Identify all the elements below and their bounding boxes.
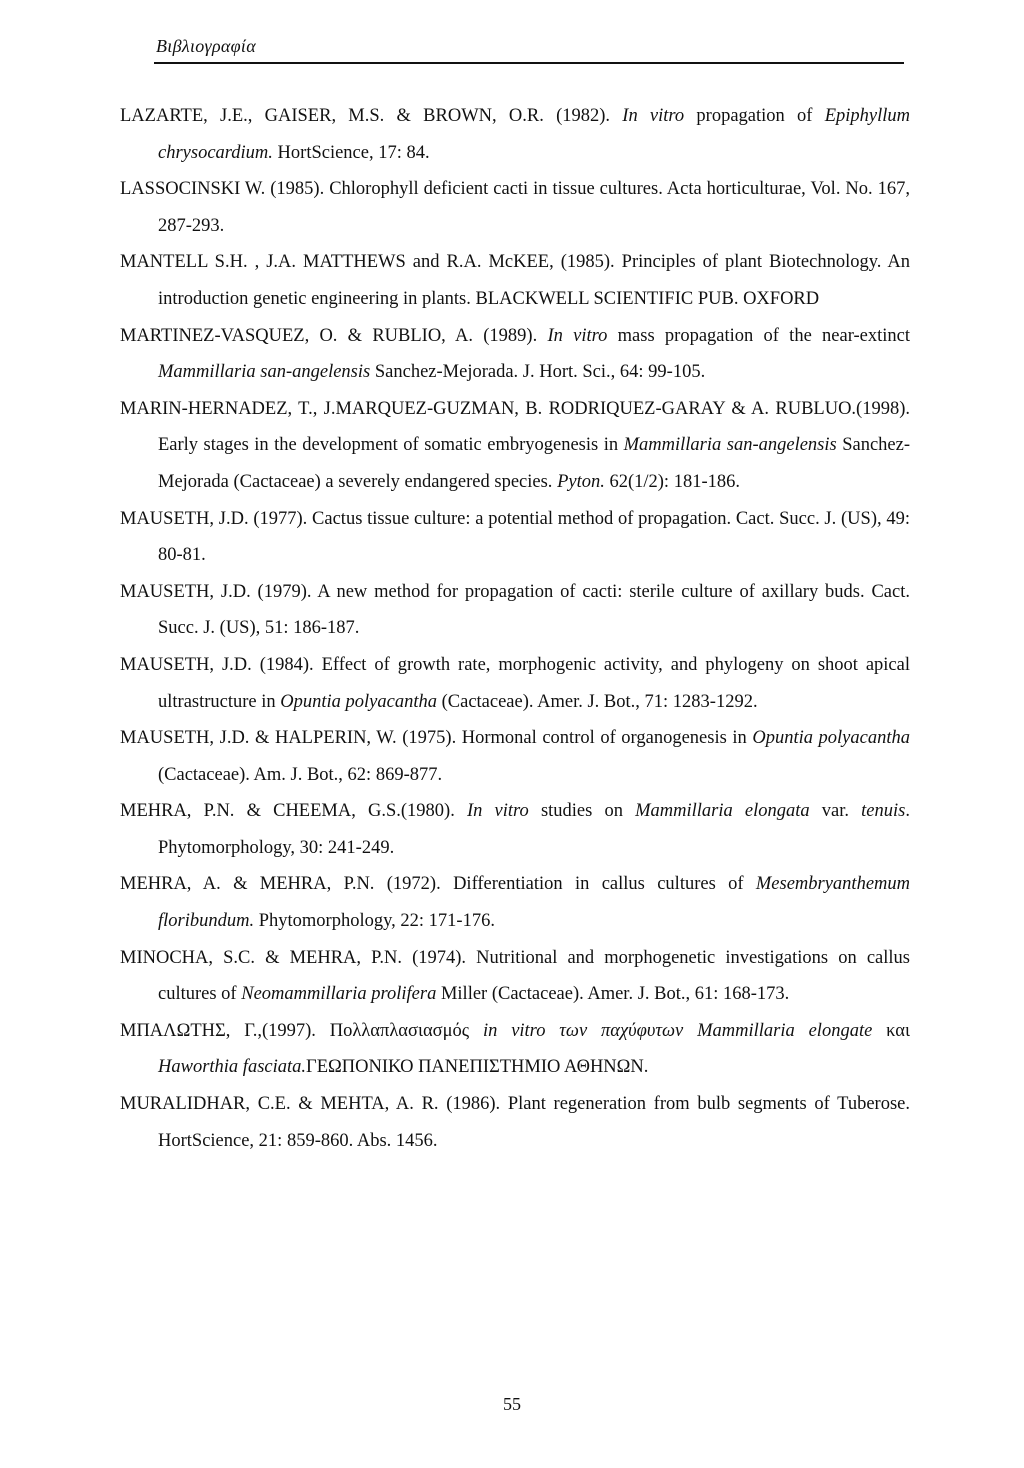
reference-italic-text: In vitro — [466, 801, 529, 822]
reference-entry — [120, 244, 910, 317]
reference-entry — [120, 1013, 910, 1086]
reference-text: MAUSETH, J.D. (1984). Effect of growth rate, morphogenic activity, and phylogeny on shoot apical ultrastructure in — [120, 654, 910, 712]
reference-text: MARTINEZ-VASQUEZ, O. & RUBLIO, A. (1989). — [120, 325, 548, 346]
reference-italic-text: Mammillaria elongata — [635, 801, 810, 822]
reference-text: Sanchez-Mejorada. J. Hort. Sci., 64: 99-105. — [370, 362, 706, 383]
reference-text: MAUSETH, J.D. (1979). A new method for propagation of cacti: sterile culture of axillary buds. Cact. Succ. J. (US), 51: 186-187. — [120, 581, 910, 639]
reference-text: MAUSETH, J.D. & HALPERIN, W. (1975). Hormonal control of organogenesis in — [120, 728, 753, 749]
reference-text: LASSOCINSKI W. (1985). Chlorophyll deficient cacti in tissue cultures. Acta horticulturae, Vol. No. 167, 287-293. — [120, 179, 910, 236]
reference-italic-text: Opuntia polyacantha — [280, 691, 437, 712]
reference-text: και — [872, 1020, 910, 1041]
reference-text: Sanchez-Mejorada (Cactaceae) a severely endangered species. — [158, 435, 911, 492]
reference-text: MARIN-HERNADEZ, T., J.MARQUEZ-GUZMAN, B. RODRIQUEZ-GARAY & A. RUBLUO.(1998). Early stages in the development of somatic embryogenesis in — [120, 398, 910, 456]
reference-italic-text: in vitro των παχύφυτων Mammillaria elongate — [482, 1020, 873, 1041]
reference-entry — [120, 866, 910, 939]
reference-text: MINOCHA, S.C. & MEHRA, P.N. (1974). Nutritional and morphogenetic investigations on callus cultures of — [120, 947, 910, 1005]
reference-text: mass propagation of the near-extinct — [607, 325, 911, 346]
reference-entry — [120, 171, 910, 244]
reference-italic-text: Mammillaria san-angelensis — [623, 435, 837, 456]
reference-text: HortScience, 17: 84. — [272, 142, 430, 163]
reference-italic-text: Haworthia fasciata. — [158, 1057, 307, 1078]
reference-text: MURALIDHAR, C.E. & MEHTA, A. R. (1986). Plant regeneration from bulb segments of Tuberose. HortScience, 21: 859-860. Abs. 1456. — [120, 1094, 910, 1151]
reference-list — [120, 98, 910, 1159]
reference-entry — [120, 647, 910, 720]
reference-text: studies on — [528, 801, 636, 822]
page-number: 55 — [503, 1394, 521, 1414]
reference-italic-text: Pyton. — [557, 471, 605, 492]
reference-italic-text: Mesembryanthemum floribundum. — [158, 874, 910, 932]
reference-text: MEHRA, P.N. & CHEEMA, G.S.(1980). — [120, 801, 467, 822]
reference-italic-text: Opuntia polyacantha — [752, 728, 910, 749]
reference-text: (Cactaceae). Amer. J. Bot., 71: 1283-1292. — [436, 691, 758, 712]
reference-italic-text: tenuis — [861, 801, 906, 822]
reference-text: MEHRA, A. & MEHRA, P.N. (1972). Differentiation in callus cultures of — [120, 874, 756, 895]
reference-text: (Cactaceae). Am. J. Bot., 62: 869-877. — [158, 764, 443, 785]
reference-entry — [120, 391, 910, 501]
running-header: Βιβλιογραφία — [156, 36, 256, 56]
reference-entry — [120, 574, 910, 647]
reference-italic-text: Mammillaria san-angelensis — [158, 362, 371, 383]
reference-entry — [120, 793, 910, 866]
reference-italic-text: Neomammillaria prolifera — [241, 984, 437, 1005]
reference-text: LAZARTE, J.E., GAISER, M.S. & BROWN, O.R. (1982). — [120, 106, 623, 126]
reference-text: ΓΕΩΠΟΝΙΚΟ ΠΑΝΕΠΙΣΤΗΜΙΟ ΑΘΗΝΩΝ. — [306, 1057, 649, 1078]
reference-text: Miller (Cactaceae). Amer. J. Bot., 61: 168-173. — [436, 984, 790, 1005]
reference-text: 62(1/2): 181-186. — [604, 471, 740, 492]
reference-entry — [120, 501, 910, 574]
reference-text: MAUSETH, J.D. (1977). Cactus tissue culture: a potential method of propagation. Cact. Succ. J. (US), 49: 80-81. — [120, 508, 910, 566]
reference-italic-text: In vitro — [547, 325, 608, 346]
reference-entry — [120, 98, 910, 171]
reference-text: ΜΠΑΛΩΤΗΣ, Γ.,(1997). Πολλαπλασιασμός — [120, 1020, 483, 1041]
reference-text: var. — [809, 801, 862, 822]
header-rule — [154, 62, 904, 64]
reference-text: Phytomorphology, 22: 171-176. — [254, 911, 495, 932]
reference-entry — [120, 940, 910, 1013]
reference-text: . Phytomorphology, 30: 241-249. — [158, 801, 910, 858]
reference-italic-text: In vitro — [622, 106, 685, 126]
reference-entry — [120, 720, 910, 793]
reference-entry — [120, 1086, 910, 1159]
reference-text: MANTELL S.H. , J.A. MATTHEWS and R.A. McKEE, (1985). Principles of plant Biotechnology. An introduction genetic engineering in plants. BLACKWELL SCIENTIFIC PUB. OXFORD — [120, 252, 910, 309]
reference-entry — [120, 318, 910, 391]
reference-text: propagation of — [684, 106, 825, 126]
reference-italic-text: Epiphyllum chrysocardium. — [158, 106, 910, 163]
